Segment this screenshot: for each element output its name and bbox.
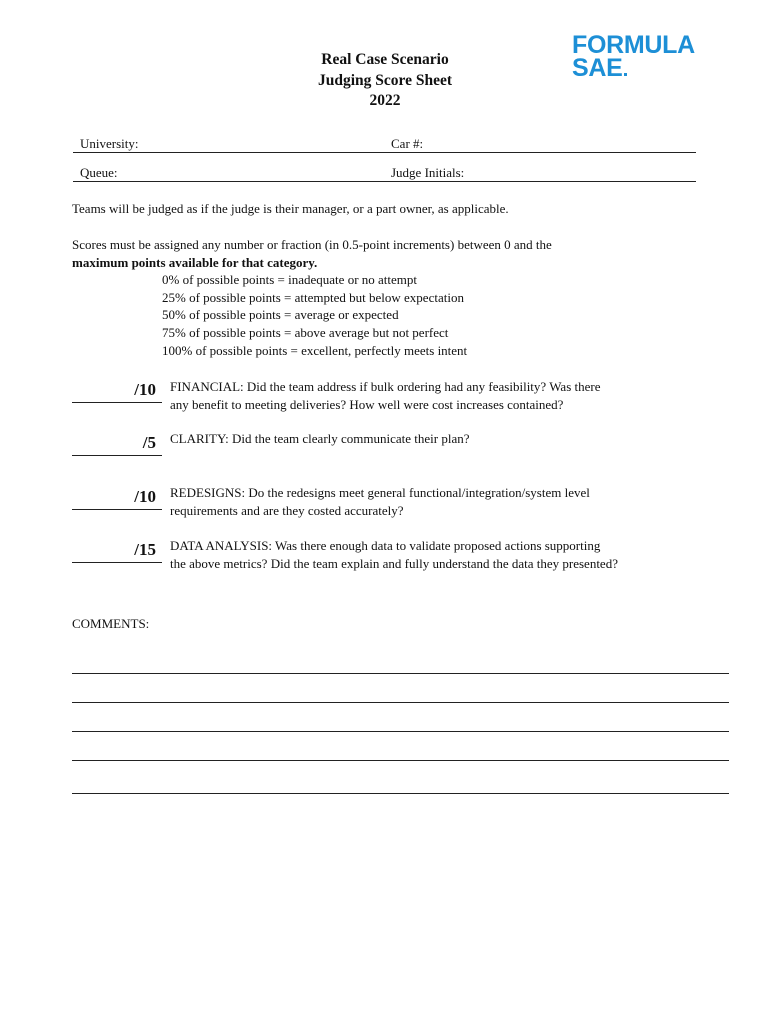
- scoring-scale: [162, 271, 467, 360]
- criterion-clarity: [170, 430, 710, 448]
- title-line-1: Real Case Scenario: [321, 51, 449, 68]
- car-number-label: Car #:: [391, 136, 424, 151]
- score-field-redesigns[interactable]: [72, 487, 162, 510]
- page-title: [240, 50, 530, 112]
- scale-item: 100% of possible points = excellent, perfectly meets intent: [162, 342, 468, 358]
- comment-line-2[interactable]: [72, 702, 729, 703]
- criterion-financial: [170, 378, 710, 413]
- score-max-redesigns: /10: [134, 487, 156, 506]
- intro-paragraph-2-text: Scores must be assigned any number or fraction (in 0.5-point increments) between 0 and the: [72, 237, 552, 252]
- title-line-2: Judging Score Sheet: [317, 71, 453, 89]
- logo-dot-icon: [624, 73, 627, 76]
- title-line-3: 2022: [369, 92, 401, 109]
- university-label: University:: [80, 136, 139, 151]
- intro-paragraph-2: [72, 236, 712, 271]
- criterion-line-1: FINANCIAL: Did the team address if bulk ordering had any feasibility? Was there: [170, 379, 601, 394]
- info-row-university: [73, 134, 696, 153]
- score-max-financial: /10: [134, 380, 156, 399]
- intro-paragraph-2-bold: maximum points available for that category.: [72, 254, 318, 270]
- criterion-line-2: the above metrics? Did the team explain and fully understand the data they presented?: [170, 555, 618, 571]
- logo-line-1: FORMULA: [572, 31, 695, 59]
- scale-item: 0% of possible points = inadequate or no attempt: [162, 272, 418, 287]
- scale-item: 25% of possible points = attempted but below expectation: [162, 289, 464, 305]
- comment-line-5[interactable]: [72, 793, 729, 794]
- formula-sae-logo: [572, 31, 702, 82]
- criterion-line-1: CLARITY: Did the team clearly communicate their plan?: [170, 431, 470, 446]
- info-row-queue: [73, 163, 696, 182]
- criterion-line-2: any benefit to meeting deliveries? How well were cost increases contained?: [170, 396, 564, 412]
- score-max-clarity: /5: [142, 433, 156, 452]
- comments-label: COMMENTS:: [72, 616, 150, 631]
- comment-line-3[interactable]: [72, 731, 729, 732]
- criterion-redesigns: [170, 484, 710, 519]
- score-field-clarity[interactable]: [72, 433, 162, 456]
- intro-paragraph-1: Teams will be judged as if the judge is their manager, or a part owner, as applicable.: [72, 201, 509, 216]
- scale-item: 75% of possible points = above average but not perfect: [162, 325, 449, 341]
- criterion-data-analysis: [170, 537, 710, 572]
- logo-line-2: SAE: [572, 54, 623, 82]
- score-max-data-analysis: /15: [134, 540, 156, 559]
- criterion-line-1: DATA ANALYSIS: Was there enough data to validate proposed actions supporting: [170, 538, 601, 553]
- comment-line-1[interactable]: [72, 673, 729, 674]
- criterion-line-1: REDESIGNS: Do the redesigns meet general functional/integration/system level: [170, 485, 590, 500]
- score-field-financial[interactable]: [72, 380, 162, 403]
- criterion-line-2: requirements and are they costed accurately?: [170, 502, 404, 518]
- scale-item: 50% of possible points = average or expected: [162, 307, 399, 323]
- judge-initials-label: Judge Initials:: [391, 165, 465, 180]
- queue-label: Queue:: [80, 165, 118, 180]
- score-field-data-analysis[interactable]: [72, 540, 162, 563]
- comment-line-4[interactable]: [72, 760, 729, 761]
